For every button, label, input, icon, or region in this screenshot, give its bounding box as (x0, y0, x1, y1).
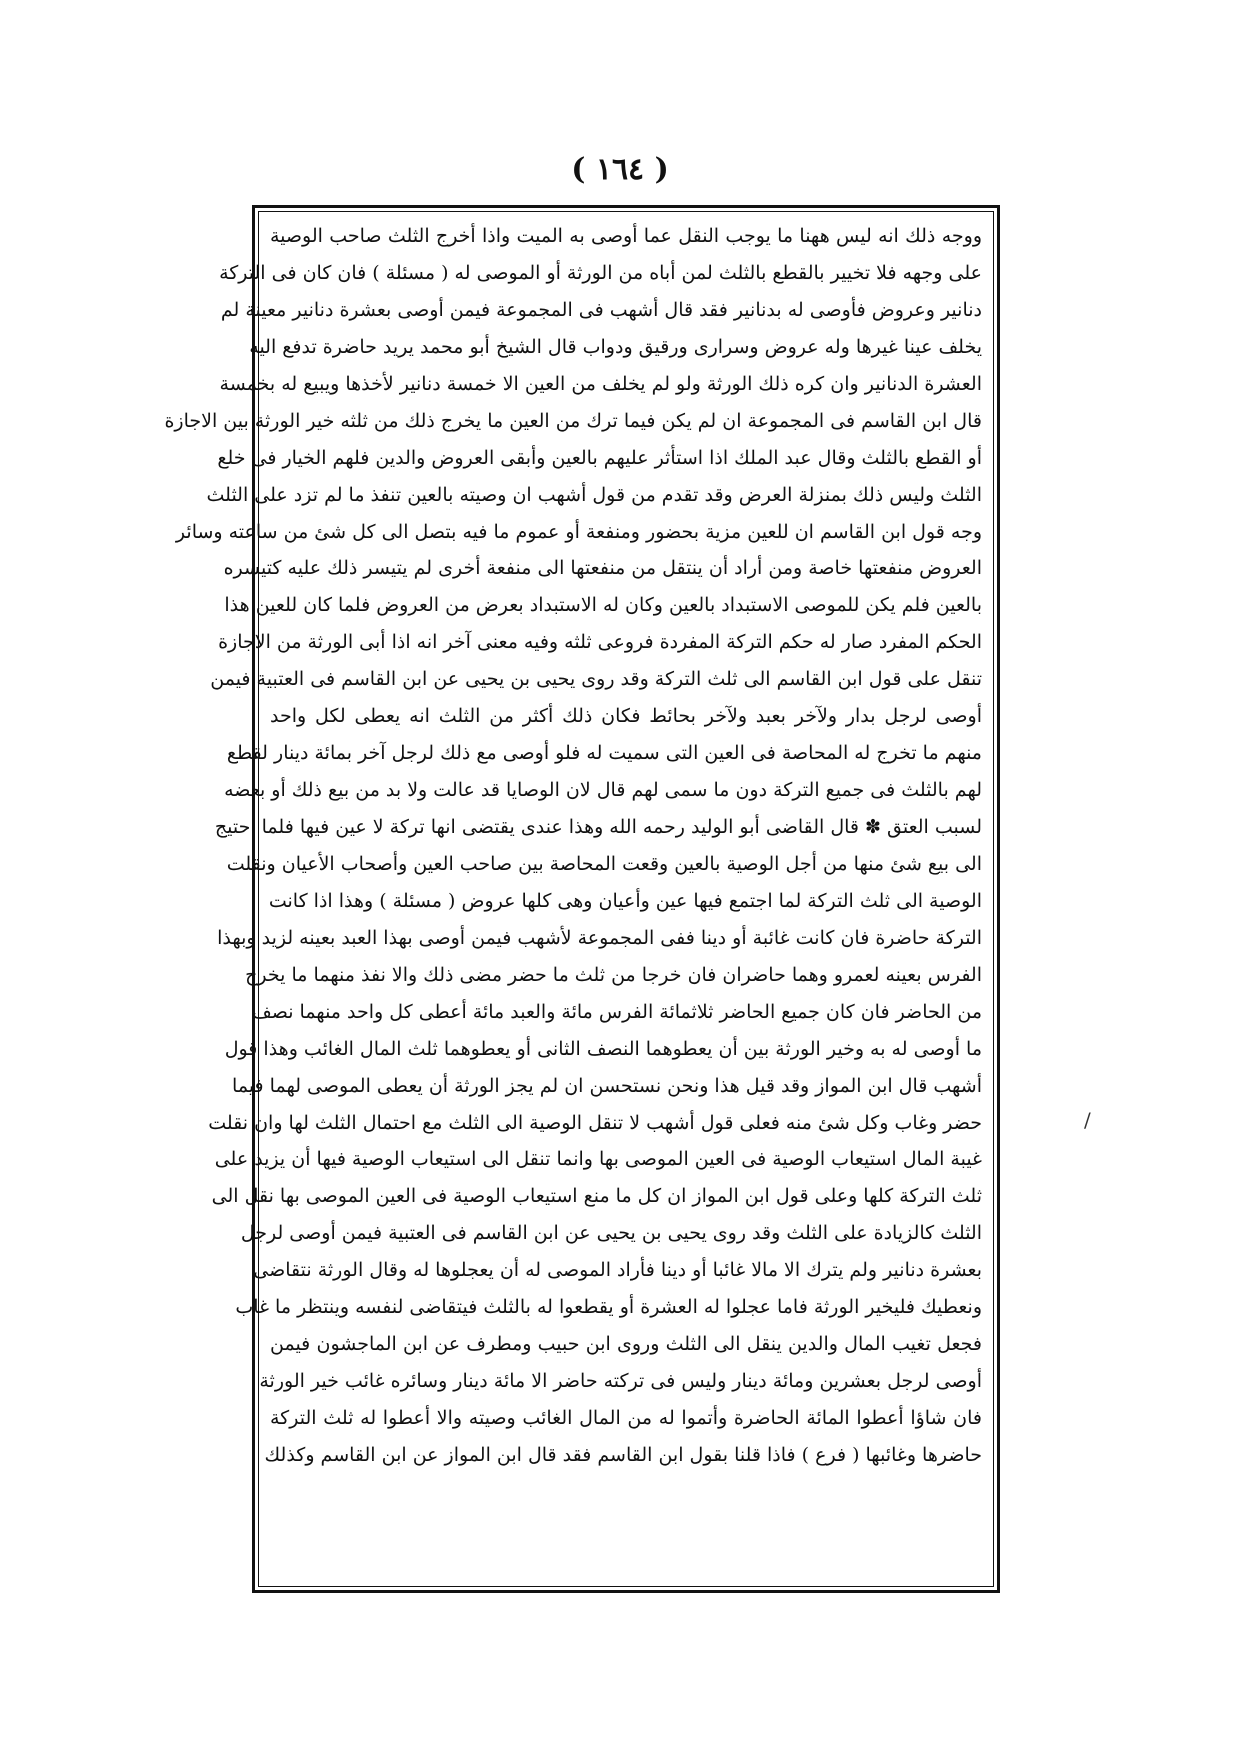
text-line: الثلث وليس ذلك بمنزلة العرض وقد تقدم من قول أشهب ان وصيته بالعين تنفذ ما لم تزد على الثلث (206, 483, 982, 506)
text-line: فان شاؤا أعطوا المائة الحاضرة وأتموا له من المال الغائب وصيته والا أعطوا له ثلث التركة (270, 1407, 982, 1429)
text-line: بعشرة دنانير ولم يترك الا مالا غائبا أو دينا فأراد الموصى له أن يعجلوها له وقال الورثة نتقاضى (253, 1259, 982, 1282)
text-line: من الحاضر فان كان جميع الحاضر ثلاثمائة الفرس مائة والعبد مائة أعطى كل واحد منهما نصف (252, 1000, 982, 1023)
text-line (270, 1511, 982, 1548)
page-number: ( ١٦٤ ) (571, 152, 669, 187)
text-line: يخلف عينا غيرها وله عروض وسرارى ورقيق ودواب قال الشيخ أبو محمد يريد حاضرة تدفع اليه (249, 335, 982, 358)
text-line: على وجهه فلا تخيير بالقطع بالثلث لمن أباه من الورثة أو الموصى له ( مسئلة ) فان كان فى التركة (219, 261, 982, 284)
text-line: لهم بالثلث فى جميع التركة دون ما سمى لهم قال لان الوصايا قد عالت ولا بد من بيع ذلك أو بعضه (224, 779, 982, 802)
text-line: أوصى لرجل بعشرين ومائة دينار وليس فى تركته حاضر الا مائة دينار وسائره غائب خير الورثة (259, 1370, 982, 1393)
text-line: وجه قول ابن القاسم ان للعين مزية بحضور ومنفعة أو عموم ما فيه بتصل الى كل شئ من ساعته وسائر (175, 520, 982, 543)
text-line: ووجه ذلك انه ليس ههنا ما يوجب النقل عما أوصى به الميت واذا أخرج الثلث صاحب الوصية (270, 225, 982, 247)
text-line: دنانير وعروض فأوصى له بدنانير فقد قال أشهب فى المجموعة فيمن أوصى بعشرة دنانير معينة لم (220, 298, 982, 321)
text-line: حاضرها وغائبها ( فرع ) فاذا قلنا بقول ابن القاسم فقد قال ابن المواز عن ابن القاسم وكذلك (264, 1443, 982, 1466)
text-line: الى بيع شئ منها من أجل الوصية بالعين وقعت المحاصة بين صاحب العين وأصحاب الأعيان ونقلت (226, 852, 982, 875)
text-line: التركة حاضرة فان كانت غائبة أو دينا ففى المجموعة لأشهب فيمن أوصى بهذا العبد بعينه لزيد وبهذا (217, 926, 982, 949)
text-line: أوصى لرجل بدار ولآخر بعبد ولآخر بحائط فكان ذلك أكثر من الثلث انه يعطى لكل واحد (270, 705, 982, 728)
text-line: الوصية الى ثلث التركة لما اجتمع فيها عين وأعيان وهى كلها عروض ( مسئلة ) وهذا اذا كانت (268, 889, 982, 912)
text-line: الفرس بعينه لعمرو وهما حاضران فان خرجا من ثلث ما حضر مضى ذلك والا نفذ منهما ما يخرج (245, 963, 982, 986)
text-line: منهم ما تخرج له المحاصة فى العين التى سميت له فلو أوصى مع ذلك لرجل آخر بمائة دينار لقطع (226, 742, 982, 765)
text-line: العشرة الدنانير وان كره ذلك الورثة ولو لم يخلف من العين الا خمسة دنانير لأخذها ويبيع له بخمسة (219, 372, 982, 395)
text-line: ثلث التركة كلها وعلى قول ابن المواز ان كل ما منع استيعاب الوصية فى العين الموصى بها نقل الى (211, 1185, 982, 1208)
text-line: ونعطيك فليخير الورثة فاما عجلوا له العشرة أو يقطعوا له بالثلث فيتقاضى لنفسه وينتظر ما غاب (235, 1296, 982, 1319)
text-line: الحكم المفرد صار له حكم التركة المفردة فروعى ثلثه وفيه معنى آخر انه اذا أبى الورثة من الاجازة (218, 631, 982, 654)
text-line: بالعين فلم يكن للموصى الاستبداد بالعين وكان له الاستبداد بعرض من العروض فلما كان للعين هذا (224, 594, 982, 617)
text-line: أشهب قال ابن المواز وقد قيل هذا ونحن نستحسن ان لم يجز الورثة أن يعطى الموصى لهما فيما (232, 1074, 982, 1097)
text-line: غيبة المال استيعاب الوصية فى العين الموصى بها وانما تنقل الى استيعاب الوصية فيها أن يزيد على (214, 1148, 982, 1171)
margin-mark: / (1084, 1108, 1091, 1132)
text-line: حضر وغاب وكل شئ منه فعلى قول أشهب لا تنقل الوصية الى الثلث مع احتمال الثلث لها وان نقلت (208, 1111, 982, 1134)
text-line: فجعل تغيب المال والدين ينقل الى الثلث وروى ابن حبيب ومطرف عن ابن الماجشون فيمن (270, 1333, 982, 1356)
text-line: ما أوصى له به وخير الورثة بين أن يعطوهما النصف الثانى أو يعطوهما ثلث المال الغائب وهذا قول (224, 1037, 982, 1060)
text-line: قال ابن القاسم فى المجموعة ان لم يكن فيما ترك من العين ما يخرج ذلك من ثلثه خير الورثة بين الاجازة (164, 409, 982, 432)
text-line: لسبب العتق ✽ قال القاضى أبو الوليد رحمه الله وهذا عندى يقتضى انها تركة لا عين فيها فلما احتيج (214, 816, 982, 838)
text-line (270, 1474, 982, 1511)
text-line: الثلث كالزيادة على الثلث وقد روى يحيى بن يحيى عن ابن القاسم فى العتبية فيمن أوصى لرجل (240, 1222, 982, 1245)
text-line: العروض منفعتها خاصة ومن أراد أن ينتقل من منفعتها الى منفعة أخرى لم يتيسر ذلك عليه كتيسره (223, 557, 982, 580)
text-body (164, 218, 988, 1583)
text-line: أو القطع بالثلث وقال عبد الملك اذا استأثر عليهم بالعين وأبقى العروض والدين فلهم الخيار فى خلع (217, 446, 982, 469)
text-line: تنقل على قول ابن القاسم الى ثلث التركة وقد روى يحيى بن يحيى عن ابن القاسم فى العتبية فيمن (210, 668, 982, 691)
